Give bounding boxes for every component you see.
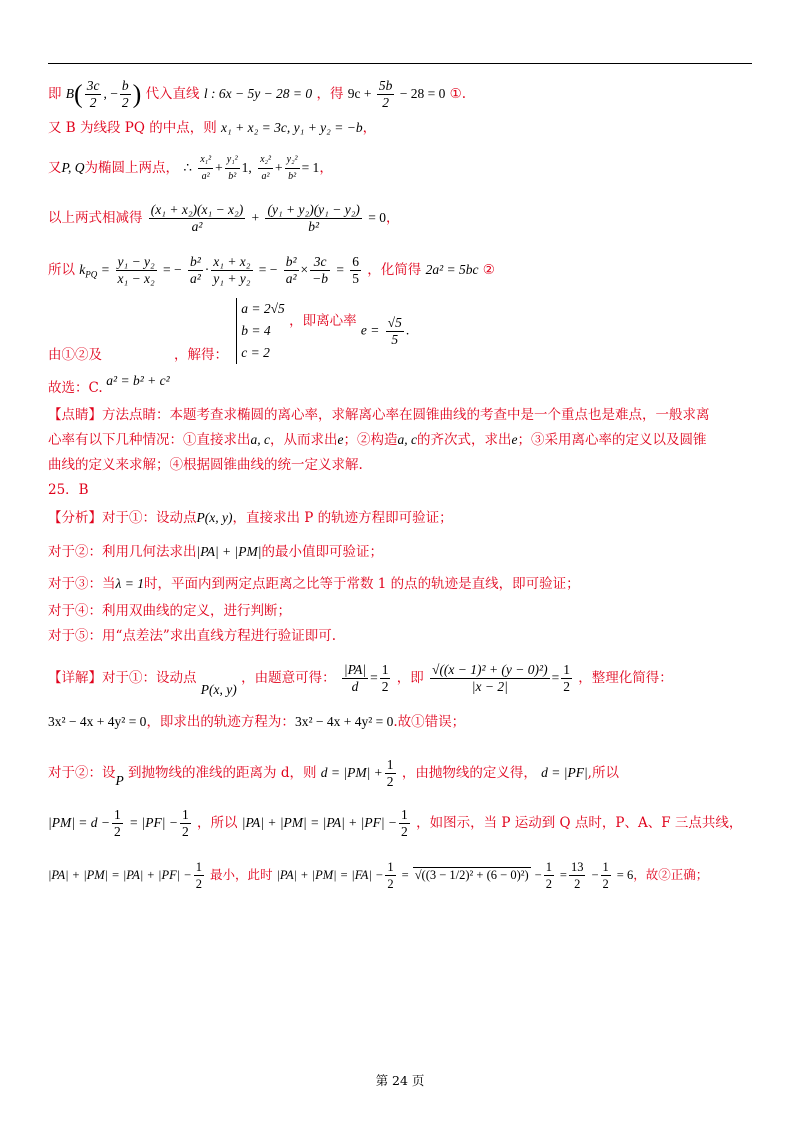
- line-9: 心率有以下几种情况：①直接求出a, c，从而求出e；②构造a, c的齐次式，求出e；③采用离心率的定义以及圆锥: [48, 432, 707, 448]
- fraction: $\frac{\text{x₁²}}{\text{a²}}$: [200, 154, 212, 182]
- fraction: $\frac{1}{2}$: [602, 860, 609, 891]
- line-4: 以上两式相减得 $\frac{\text{(x₁ + x₂)(x₁ − x₂)}}{\text{a²}}$ + $\frac{\text{(y₁ + y₂)(y₁ − y₂)}}{\text{b²}}$ = 0，: [48, 202, 400, 234]
- line-7: 故选：C.: [48, 380, 103, 396]
- fraction: $\frac{\text{(y₁ + y₂)(y₁ − y₂)}}{\text{b²}}$: [267, 202, 360, 234]
- fraction: $\frac{1}{2}$: [563, 662, 570, 694]
- line-19: 对于②：设P 到抛物线的准线的距离为 d，则 d = |PM| + $\frac{1}{2}$ ，由抛物线的定义得， d = |PF|,所以: [48, 757, 619, 789]
- fraction: $\frac{\text{b²}}{\text{a²}}$: [285, 254, 297, 286]
- fraction: $\frac{\text{b²}}{\text{a²}}$: [189, 254, 201, 286]
- equation-system: a = 2√5 b = 4 c = 2: [236, 298, 285, 364]
- fraction: $\frac{1}{2}$: [387, 860, 394, 891]
- fraction: $\frac{1}{2}$: [195, 860, 202, 891]
- fraction: $\frac{√5}{5}$: [387, 314, 402, 347]
- fraction: $\frac{\text{(x₁ + x₂)(x₁ − x₂)}}{\text{a²}}$: [150, 202, 244, 234]
- line-12: 【分析】对于①：设动点P(x, y)，直接求出 P 的轨迹方程即可验证；: [48, 510, 453, 526]
- fraction: $\frac{1}{2}$: [114, 807, 121, 839]
- fraction: $\frac{b}{2}$: [121, 78, 129, 110]
- line-18: 3x² − 4x + 4y² = 0，即求出的轨迹方程为：3x² − 4x + 4y² = 0.故①错误；: [48, 714, 466, 730]
- line-5: 所以 $k_{PQ}$ = $\frac{\text{y₁ − y₂}}{\text{x₁ − x₂}}$ = − $\frac{\text{b²}}{\text{a²}}$ · $\frac{\text{x₁ + x₂}}{\text{y₁ + y₂}}$ = − $\frac{\text{b²}}{\text{a²}}$ × $\frac{3c}{-b}$ = $\frac{6}{5}$ ，化简得 2a² = 5bc ②: [48, 254, 495, 286]
- fraction: $\frac{|PA|}{d}$: [343, 662, 367, 694]
- fraction: $\frac{3c}{-b}$: [312, 254, 329, 286]
- page-number: 第 24 页: [375, 1073, 425, 1088]
- line-1: 即 B( $\frac{3c}{2}$ , − $\frac{b}{2}$ ) 代入直线 l : 6x − 5y − 28 = 0 ，得 9c + $\frac{5b}{2}$ − 28 = 0 ①.: [48, 78, 467, 110]
- line-16: 对于⑤：用“点差法”求出直线方程进行验证即可.: [48, 628, 337, 644]
- fraction: $\frac{3c}{2}$: [86, 78, 100, 110]
- fraction: $\frac{\text{x₁ + x₂}}{\text{y₁ + y₂}}$: [213, 254, 251, 286]
- line-20: |PM| = d − $\frac{1}{2}$ = |PF| − $\frac{1}{2}$ ，所以 |PA| + |PM| = |PA| + |PF| − $\frac{1}{2}$ ，如图示，当 P 运动到 Q 点时，P、A、F 三点共线，: [48, 807, 743, 839]
- fraction: $\frac{6}{5}$: [352, 254, 359, 286]
- line-3: 又P, Q为椭圆上两点， ∴ $\frac{\text{x₁²}}{\text{a²}}$ + $\frac{\text{y₁²}}{\text{b²}}$ 1, $\frac{\text{x₂²}}{\text{a²}}$ + $\frac{\text{y₂²}}{\text{b²}}$ = 1，: [48, 152, 333, 185]
- fraction: $\frac{1}{2}$: [401, 807, 408, 839]
- line-10: 曲线的定义来求解；④根据圆锥曲线的统一定义求解.: [48, 457, 363, 473]
- fraction: $\frac{\text{√((x − 1)² + (y − 0)²)}}{|x - 2|}$: [432, 662, 548, 694]
- line-14: 对于③：当λ = 1时，平面内到两定点距离之比等于常数 1 的点的轨迹是直线，即可验证；: [48, 576, 580, 592]
- line-21: |PA| + |PM| = |PA| + |PF| − $\frac{1}{2}$ 最小，此时 |PA| + |PM| = |FA| − $\frac{1}{2}$ = √((3 − 1/2)² + (6 − 0)²) − $\frac{1}{2}$ = $\frac{13}{2}$ − $\frac{1}{2}$ = 6，故②正确；: [48, 860, 709, 891]
- line-8: 【点睛】方法点睛：本题考查求椭圆的离心率，求解离心率在圆锥曲线的考查中是一个重点也是难点，一般求离: [48, 407, 710, 423]
- fraction: $\frac{1}{2}$: [545, 860, 552, 891]
- fraction: $\frac{1}{2}$: [181, 807, 189, 839]
- line-6: 由①②及 a² = b² + c² ，解得： a = 2√5 b = 4 c = 2 ，即离心率 e = $\frac{√5}{5}$ .: [48, 298, 409, 364]
- header-rule: [48, 63, 752, 64]
- fraction: $\frac{\text{y₂²}}{\text{b²}}$: [286, 154, 298, 182]
- fraction: $\frac{1}{2}$: [381, 662, 389, 694]
- fraction: $\frac{\text{x₂²}}{\text{a²}}$: [260, 154, 272, 182]
- fraction: $\frac{\text{y₁²}}{\text{b²}}$: [226, 154, 238, 182]
- line-17: 【详解】对于①：设动点 P(x, y) ，由题意可得： $\frac{|PA|}{d}$ = $\frac{1}{2}$ ，即 $\frac{\text{√((x − 1)² + (y − 0)²)}}{|x - 2|}$ = $\frac{1}{2}$ ，整理化简得：: [48, 662, 673, 697]
- fraction: $\frac{1}{2}$: [386, 757, 394, 789]
- fraction: $\frac{13}{2}$: [570, 860, 584, 891]
- fraction: $\frac{\text{y₁ − y₂}}{\text{x₁ − x₂}}$: [117, 254, 155, 286]
- fraction: $\frac{5b}{2}$: [378, 78, 393, 110]
- line-11: 25．B: [48, 482, 89, 498]
- line-13: 对于②：利用几何法求出|PA| + |PM|的最小值即可验证；: [48, 544, 383, 560]
- line-15: 对于④：利用双曲线的定义，进行判断；: [48, 603, 291, 619]
- line-2: 又 B 为线段 PQ 的中点，则 x₁ + x₂ = 3c, y₁ + y₂ = −b，: [48, 120, 377, 136]
